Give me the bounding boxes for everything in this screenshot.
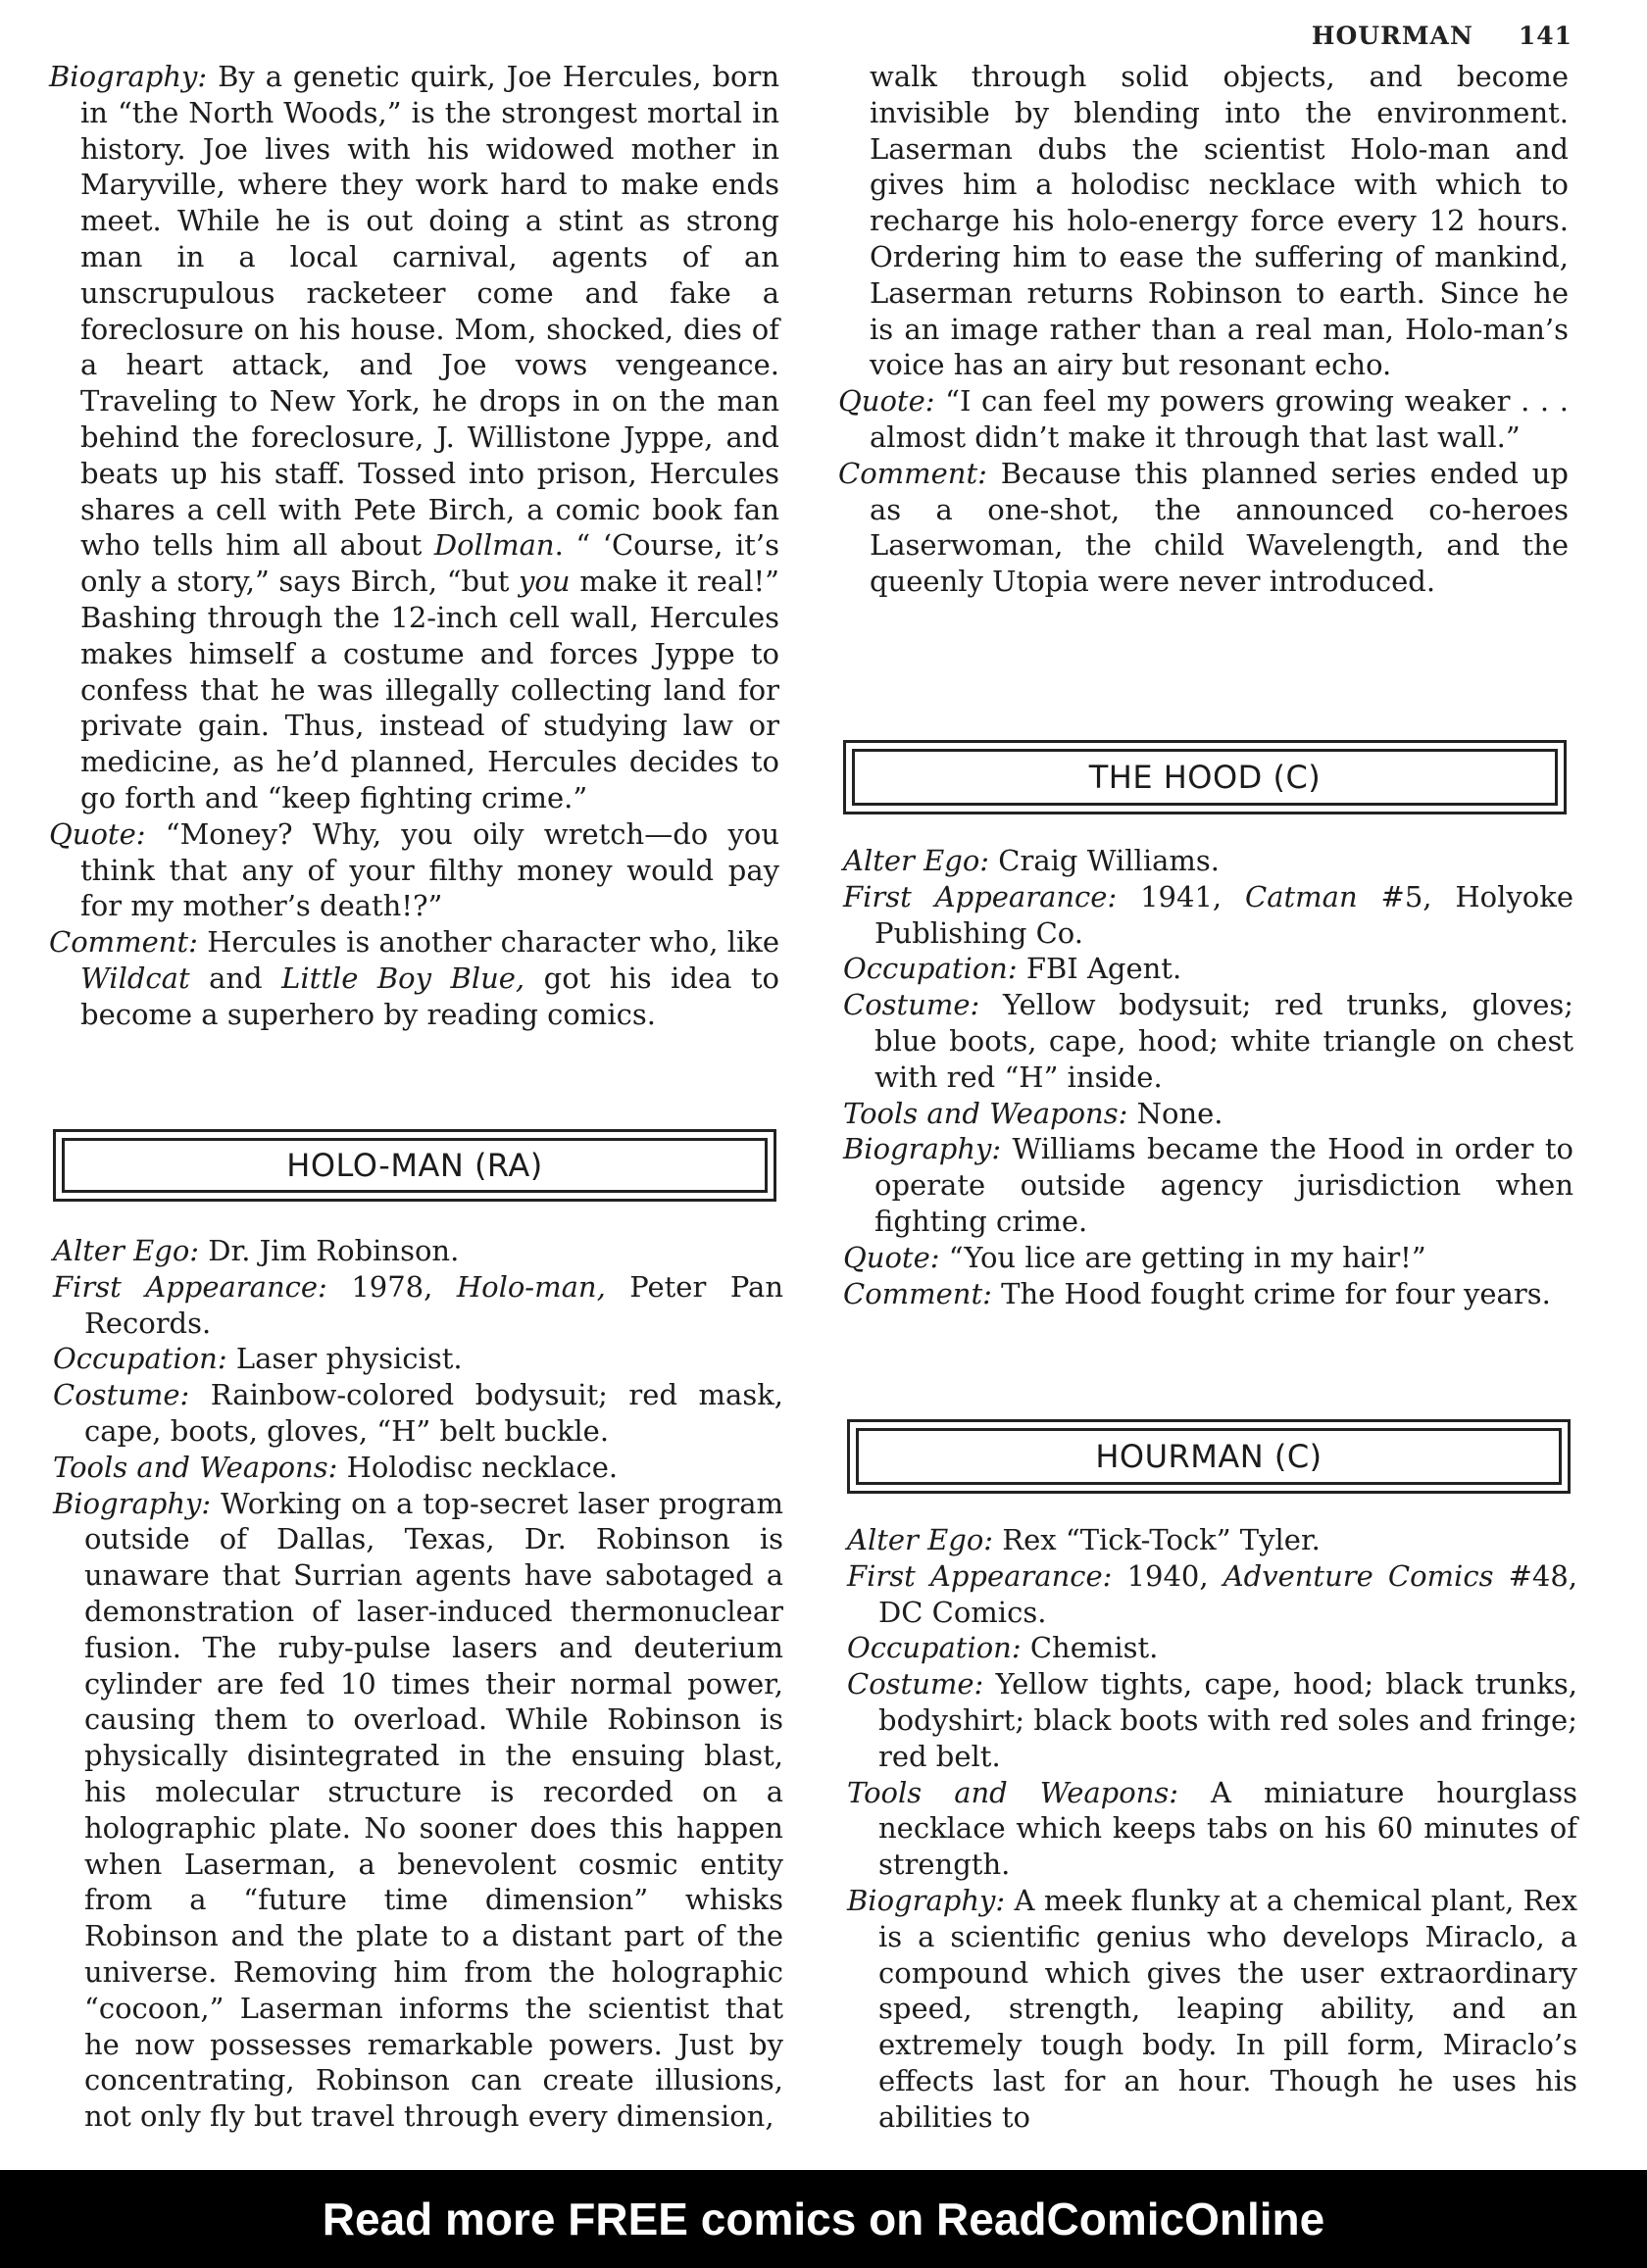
- entry-label: Biography:: [49, 60, 208, 93]
- entry: [843, 987, 1573, 1095]
- entry-text: 1978,: [351, 1269, 457, 1304]
- entry: [53, 1377, 783, 1450]
- entry-label: Comment:: [838, 456, 987, 490]
- entry: [843, 1276, 1573, 1312]
- running-head: [1311, 22, 1572, 50]
- entry-label: Biography:: [843, 1132, 1002, 1166]
- promo-banner-text[interactable]: Read more FREE comics on ReadComicOnline: [322, 2194, 1325, 2244]
- entry-label: Quote:: [49, 816, 146, 851]
- entry-label: Tools and Weapons:: [843, 1096, 1128, 1130]
- entry-label: Occupation:: [843, 952, 1018, 986]
- entry-title-italic: you: [519, 565, 571, 599]
- entry-label: Biography:: [53, 1486, 212, 1520]
- entry-text: The Hood fought crime for four years.: [1001, 1276, 1551, 1310]
- entry: [53, 1486, 783, 2135]
- entry-label: Occupation:: [847, 1631, 1022, 1665]
- hourman-heading: HOURMAN (C): [856, 1428, 1562, 1485]
- entry-title-italic: Catman: [1245, 879, 1358, 913]
- entry-text: 1940,: [1126, 1558, 1223, 1593]
- entry-title-italic: Little Boy Blue,: [281, 961, 525, 995]
- entry-text: . “ ‘Course, it’s only a story,” says Birch, “but: [80, 528, 779, 599]
- entry: [49, 816, 779, 924]
- holo-man-heading: HOLO-MAN (RA): [62, 1138, 768, 1193]
- entry-text: Yellow bodysuit; red trunks, gloves; blue boots, cape, hood; white triangle on chest with red “H” inside.: [874, 988, 1574, 1094]
- entry-text: and: [189, 961, 282, 995]
- entry: [847, 1775, 1577, 1883]
- entry-label: Costume:: [53, 1378, 190, 1412]
- entry-text: “You lice are getting in my hair!”: [948, 1240, 1426, 1274]
- right-column-top: [838, 59, 1569, 600]
- entry-text: “I can feel my powers growing weaker . . . almost didn’t make it through that last wall.”: [870, 384, 1569, 454]
- entry: [847, 1666, 1577, 1774]
- hood-column: [843, 843, 1573, 1311]
- entry: [847, 1883, 1577, 2136]
- entry-text: “Money? Why, you oily wretch—do you think that any of your filthy money would pay for my mother’s death!?”: [80, 816, 780, 923]
- entry-text: None.: [1136, 1096, 1223, 1130]
- entry: [843, 1240, 1573, 1276]
- entry-text: Peter Pan Records.: [84, 1269, 783, 1340]
- entry: [53, 1269, 783, 1342]
- entry: [838, 456, 1569, 600]
- entry: [53, 1233, 783, 1269]
- entry-label: First Appearance:: [843, 879, 1118, 913]
- entry-text: Working on a top-secret laser program outside of Dallas, Texas, Dr. Robinson is unaware that Surrian agents have sabotaged a demonstration of laser-induced thermonuclear fusion. The ruby-pulse lasers and deuterium cylinder are fed 10 times their normal power, causing them to overload. While Robinson is physically disintegrated in the ensuing blast, his molecular structure is recorded on a holographic plate. No sooner does this happen when Laserman, a benevolent cosmic entity from a “future time dimension” whisks Robinson and the plate to a distant part of the universe. Removing him from the holographic “cocoon,” Laserman informs the scientist that he now possesses remarkable powers. Just by concentrating, Robinson can create illusions, not only fly but travel through every dimension,: [84, 1486, 783, 2134]
- entry: [843, 879, 1573, 952]
- entry: [49, 59, 779, 816]
- entry-title-italic: Holo-man,: [456, 1269, 606, 1304]
- page-number: 141: [1518, 22, 1572, 50]
- entry: [53, 1341, 783, 1377]
- entry-text: #5, Holyoke Publishing Co.: [874, 879, 1573, 950]
- entry-label: Tools and Weapons:: [53, 1450, 338, 1484]
- entry-label: Comment:: [843, 1276, 992, 1310]
- entry-text: 1941,: [1140, 879, 1246, 913]
- entry: [53, 1450, 783, 1486]
- entry-label: Quote:: [838, 384, 935, 419]
- left-column-top: [49, 59, 779, 1033]
- holo-man-heading-box: [53, 1129, 776, 1202]
- entry-text: Yellow tights, cape, hood; black trunks, bodyshirt; black boots with red soles and fringe; red belt.: [878, 1667, 1578, 1773]
- entry-title-italic: Adventure Comics: [1223, 1558, 1494, 1593]
- hourman-column: [847, 1522, 1577, 2136]
- entry-text: A miniature hourglass necklace which keeps tabs on his 60 minutes of strength.: [878, 1775, 1577, 1882]
- entry-text: #48, DC Comics.: [878, 1558, 1577, 1629]
- entry-text: Williams became the Hood in order to operate outside agency jurisdiction when fighting crime.: [874, 1132, 1573, 1238]
- entry: [838, 383, 1569, 456]
- holo-man-entries: [53, 1233, 783, 2135]
- entry-label: First Appearance:: [53, 1269, 327, 1304]
- entry-label: First Appearance:: [847, 1558, 1113, 1593]
- holo-man-column: [53, 1233, 783, 2135]
- holo-man-after-entries: [838, 383, 1569, 600]
- entry-label: Costume:: [847, 1667, 984, 1701]
- entry-text: FBI Agent.: [1025, 952, 1182, 986]
- entry: [847, 1558, 1577, 1631]
- entry-label: Occupation:: [53, 1342, 227, 1376]
- entry-title-italic: Dollman: [433, 528, 555, 563]
- entry: [49, 924, 779, 1032]
- entry-text: Dr. Jim Robinson.: [208, 1234, 460, 1267]
- entry-text: Rainbow-colored bodysuit; red mask, cape, boots, gloves, “H” belt buckle.: [84, 1378, 783, 1448]
- entry-label: Biography:: [847, 1883, 1006, 1917]
- entry-text: Hercules is another character who, like: [207, 925, 780, 960]
- entry: [847, 1630, 1577, 1666]
- entry: [843, 1096, 1573, 1132]
- entry-text: Chemist.: [1029, 1631, 1159, 1665]
- entry-text: By a genetic quirk, Joe Hercules, born in “the North Woods,” is the strongest mortal in history. Joe lives with his widowed mother in Maryville, where they work hard to make ends meet. While he is out doing a stint as strong man in a local carnival, agents of an unscrupulous racketeer come and fake a foreclosure on his house. Mom, shocked, dies of a heart attack, and Joe vows vengeance. Traveling to New York, he drops in on the man behind the foreclosure, J. Willistone Jyppe, and beats up his staff. Tossed into prison, Hercules shares a cell with Pete Birch, a comic book fan who tells him all about: [80, 60, 780, 563]
- entry-label: Costume:: [843, 988, 980, 1022]
- entry-text: Because this planned series ended up as a one-shot, the announced co-heroes Laserwoman, the child Wavelength, and the queenly Utopia were never introduced.: [870, 456, 1569, 599]
- entry-label: Tools and Weapons:: [847, 1775, 1179, 1809]
- left-top-entries: [49, 59, 779, 1033]
- hourman-entries: [847, 1522, 1577, 2136]
- hood-heading-box: [843, 740, 1567, 814]
- entry-text: got his idea to become a superhero by reading comics.: [80, 961, 779, 1031]
- entry-label: Quote:: [843, 1240, 940, 1274]
- entry-title-italic: Wildcat: [80, 961, 190, 995]
- hood-entries: [843, 843, 1573, 1311]
- hood-heading: THE HOOD (C): [852, 749, 1558, 806]
- running-head-title: HOURMAN: [1311, 22, 1473, 50]
- promo-banner[interactable]: [0, 2170, 1647, 2268]
- entry-label: Alter Ego:: [843, 844, 990, 877]
- entry-label: Alter Ego:: [53, 1234, 200, 1267]
- entry-text: Holodisc necklace.: [346, 1450, 619, 1484]
- entry-text: Rex “Tick-Tock” Tyler.: [1002, 1523, 1321, 1556]
- entry-text: Laser physicist.: [235, 1342, 463, 1376]
- entry: [843, 951, 1573, 987]
- entry-text: A meek flunky at a chemical plant, Rex is a scientific genius who develops Miraclo, a compound which gives the user extraordinary speed, strength, leaping ability, and an extremely tough body. In pill form, Miraclo’s effects last for an hour. Though he uses his abilities to: [878, 1883, 1578, 2134]
- hourman-heading-box: [847, 1419, 1571, 1494]
- holo-man-continued: walk through solid objects, and become invisible by blending into the environment. Laserman dubs the scientist Holo-man and gives him a holodisc necklace with which to recharge his holo-energy force every 12 hours. Ordering him to ease the suffering of mankind, Laserman returns Robinson to earth. Since he is an image rather than a real man, Holo-man’s voice has an airy but resonant echo.: [870, 60, 1569, 382]
- entry: [843, 1131, 1573, 1239]
- entry-text: Craig Williams.: [998, 844, 1220, 877]
- entry-label: Comment:: [49, 925, 198, 960]
- entry: [843, 843, 1573, 879]
- entry-label: Alter Ego:: [847, 1523, 994, 1556]
- entry: [847, 1522, 1577, 1558]
- entry-text: make it real!” Bashing through the 12-inch cell wall, Hercules makes himself a costume and forces Jyppe to confess that he was illegally collecting land for private gain. Thus, instead of studying law or medicine, as he’d planned, Hercules decides to go forth and “keep fighting crime.”: [80, 565, 779, 814]
